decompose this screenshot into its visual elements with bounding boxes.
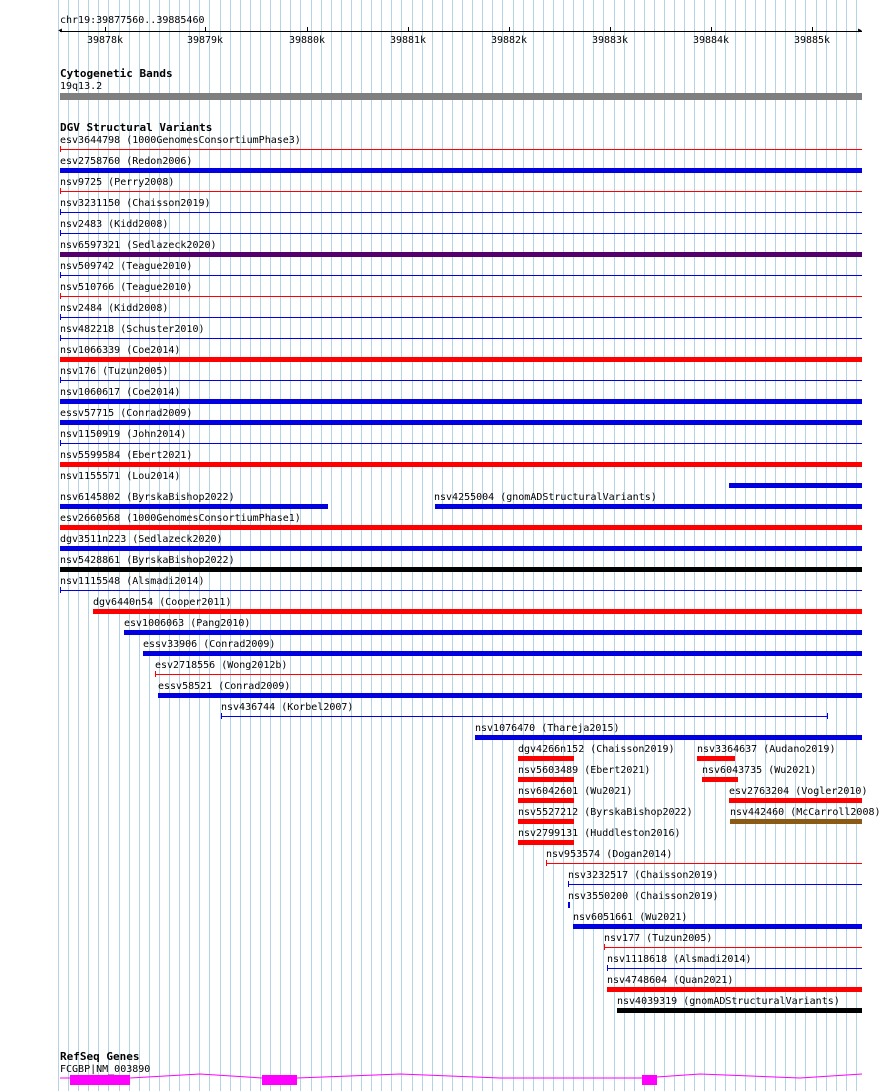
- ruler-tick: [105, 27, 106, 32]
- variant-label[interactable]: nsv2483 (Kidd2008): [60, 219, 169, 230]
- variant-bar[interactable]: [60, 252, 862, 257]
- variant-bar[interactable]: [518, 756, 574, 761]
- variant-bar[interactable]: [518, 840, 574, 845]
- variant-label[interactable]: nsv436744 (Korbel2007): [221, 702, 354, 713]
- variant-label[interactable]: nsv177 (Tuzun2005): [604, 933, 713, 944]
- variant-bar[interactable]: [60, 212, 862, 213]
- variant-bar[interactable]: [60, 357, 862, 362]
- variant-bar[interactable]: [729, 483, 862, 488]
- ruler-right-arrow-icon: ▸: [857, 25, 864, 36]
- variant-bar[interactable]: [518, 819, 574, 824]
- variant-start-tick: [60, 440, 61, 446]
- variant-bar[interactable]: [124, 630, 862, 635]
- variant-bar[interactable]: [143, 651, 862, 656]
- variant-label[interactable]: nsv6145802 (ByrskaBishop2022): [60, 492, 235, 503]
- dgv-track-title: DGV Structural Variants: [60, 121, 213, 134]
- variant-start-tick: [60, 146, 61, 152]
- variant-bar[interactable]: [60, 149, 862, 150]
- variant-label[interactable]: nsv5603489 (Ebert2021): [518, 765, 651, 776]
- cytoband-bar[interactable]: [60, 93, 862, 100]
- variant-bar[interactable]: [60, 191, 862, 192]
- variant-start-tick: [60, 587, 61, 593]
- variant-label[interactable]: nsv953574 (Dogan2014): [546, 849, 673, 860]
- ruler-tick-label: 39878k: [86, 35, 124, 46]
- ruler-tick-label: 39882k: [490, 35, 528, 46]
- ruler-tick: [711, 27, 712, 32]
- variant-label[interactable]: dgv6440n54 (Cooper2011): [93, 597, 232, 608]
- ruler-tick-label: 39884k: [692, 35, 730, 46]
- gene-label: FCGBP|NM_003890: [60, 1064, 151, 1075]
- variant-label[interactable]: essv33906 (Conrad2009): [143, 639, 276, 650]
- variant-bar[interactable]: [60, 317, 862, 318]
- ruler-line: [60, 31, 862, 32]
- variant-start-tick: [60, 377, 61, 383]
- variant-bar[interactable]: [607, 968, 862, 969]
- variant-start-tick: [546, 860, 547, 866]
- variant-label[interactable]: essv57715 (Conrad2009): [60, 408, 193, 419]
- refseq-track-title: RefSeq Genes: [60, 1050, 140, 1063]
- variant-bar[interactable]: [93, 609, 862, 614]
- variant-bar[interactable]: [155, 674, 862, 675]
- variant-bar[interactable]: [607, 987, 862, 992]
- gene-intron-line: [60, 1074, 862, 1078]
- variant-start-tick: [60, 314, 61, 320]
- variant-label[interactable]: nsv1150919 (John2014): [60, 429, 187, 440]
- variant-label[interactable]: nsv6043735 (Wu2021): [702, 765, 817, 776]
- variant-label[interactable]: nsv510766 (Teague2010): [60, 282, 193, 293]
- variant-bar[interactable]: [60, 420, 862, 425]
- variant-bar[interactable]: [60, 380, 862, 381]
- variant-start-tick: [60, 272, 61, 278]
- ruler-tick: [307, 27, 308, 32]
- variant-start-tick: [60, 293, 61, 299]
- variant-bar[interactable]: [221, 716, 827, 717]
- variant-label[interactable]: nsv442460 (McCarroll2008): [730, 807, 881, 818]
- variant-label[interactable]: esv3644798 (1000GenomesConsortiumPhase3): [60, 135, 301, 146]
- variant-bar[interactable]: [604, 947, 862, 948]
- variant-bar[interactable]: [729, 798, 862, 803]
- variant-bar[interactable]: [60, 233, 862, 234]
- gene-exon: [262, 1075, 297, 1085]
- ruler-tick-label: 39881k: [389, 35, 427, 46]
- variant-start-tick: [60, 188, 61, 194]
- variant-start-tick: [155, 671, 156, 677]
- variant-bar[interactable]: [60, 275, 862, 276]
- variant-label[interactable]: nsv1115548 (Alsmadi2014): [60, 576, 205, 587]
- variant-bar[interactable]: [60, 504, 328, 509]
- variant-label[interactable]: nsv3232517 (Chaisson2019): [568, 870, 719, 881]
- variant-label[interactable]: esv2718556 (Wong2012b): [155, 660, 288, 671]
- variant-bar[interactable]: [573, 924, 862, 929]
- variant-label[interactable]: nsv1118618 (Alsmadi2014): [607, 954, 752, 965]
- variant-end-tick: [827, 713, 828, 719]
- variant-bar[interactable]: [702, 777, 738, 782]
- variant-label[interactable]: nsv482218 (Schuster2010): [60, 324, 205, 335]
- variant-start-tick: [221, 713, 222, 719]
- variant-bar[interactable]: [435, 504, 862, 509]
- ruler-left-arrow-icon: ◂: [57, 25, 64, 36]
- variant-label[interactable]: essv58521 (Conrad2009): [158, 681, 291, 692]
- variant-label[interactable]: esv1006063 (Pang2010): [124, 618, 251, 629]
- variant-label[interactable]: nsv2799131 (Huddleston2016): [518, 828, 681, 839]
- variant-bar[interactable]: [730, 819, 862, 824]
- variant-bar[interactable]: [60, 168, 862, 173]
- gene-exon: [642, 1075, 657, 1085]
- variant-label[interactable]: nsv1060617 (Coe2014): [60, 387, 181, 398]
- variant-label[interactable]: nsv176 (Tuzun2005): [60, 366, 169, 377]
- variant-bar[interactable]: [518, 798, 574, 803]
- variant-bar[interactable]: [60, 296, 862, 297]
- variant-label[interactable]: nsv3550200 (Chaisson2019): [568, 891, 719, 902]
- variant-bar[interactable]: [60, 443, 862, 444]
- variant-label[interactable]: nsv3231150 (Chaisson2019): [60, 198, 211, 209]
- variant-bar[interactable]: [60, 567, 862, 572]
- variant-label[interactable]: nsv4255004 (gnomADStructuralVariants): [434, 492, 657, 503]
- variant-bar[interactable]: [60, 338, 862, 339]
- variant-bar[interactable]: [518, 777, 574, 782]
- ruler-tick-label: 39879k: [186, 35, 224, 46]
- variant-bar[interactable]: [568, 884, 862, 885]
- variant-bar[interactable]: [546, 863, 862, 864]
- location-label: chr19:39877560..39885460: [60, 15, 205, 26]
- grid-line: [58, 0, 59, 1091]
- ruler-tick: [408, 27, 409, 32]
- ruler-tick-label: 39883k: [591, 35, 629, 46]
- variant-label[interactable]: nsv3364637 (Audano2019): [697, 744, 836, 755]
- variant-label[interactable]: nsv509742 (Teague2010): [60, 261, 193, 272]
- variant-bar[interactable]: [617, 1008, 862, 1013]
- variant-bar[interactable]: [60, 525, 862, 530]
- ruler-tick: [610, 27, 611, 32]
- variant-start-tick: [607, 965, 608, 971]
- variant-bar[interactable]: [60, 462, 862, 467]
- ruler-tick: [812, 27, 813, 32]
- variant-label[interactable]: esv2660568 (1000GenomesConsortiumPhase1): [60, 513, 301, 524]
- variant-label[interactable]: nsv5599584 (Ebert2021): [60, 450, 193, 461]
- variant-label[interactable]: nsv9725 (Perry2008): [60, 177, 175, 188]
- variant-bar[interactable]: [158, 693, 862, 698]
- variant-label[interactable]: nsv6597321 (Sedlazeck2020): [60, 240, 217, 251]
- variant-label[interactable]: nsv1076470 (Thareja2015): [475, 723, 620, 734]
- variant-bar[interactable]: [60, 399, 862, 404]
- gene-exon: [70, 1075, 130, 1085]
- variant-label[interactable]: nsv5527212 (ByrskaBishop2022): [518, 807, 693, 818]
- cytoband-label: 19q13.2: [60, 81, 103, 92]
- variant-label[interactable]: esv2758760 (Redon2006): [60, 156, 193, 167]
- variant-label[interactable]: nsv6051661 (Wu2021): [573, 912, 688, 923]
- cytoband-track-title: Cytogenetic Bands: [60, 67, 173, 80]
- variant-bar[interactable]: [60, 546, 862, 551]
- variant-label[interactable]: nsv6042601 (Wu2021): [518, 786, 633, 797]
- variant-start-tick: [60, 230, 61, 236]
- variant-bar[interactable]: [568, 902, 570, 908]
- ruler-tick-label: 39880k: [288, 35, 326, 46]
- ruler-tick-label: 39885k: [793, 35, 831, 46]
- variant-start-tick: [604, 944, 605, 950]
- variant-start-tick: [60, 209, 61, 215]
- variant-bar[interactable]: [475, 735, 862, 740]
- variant-label[interactable]: nsv5428861 (ByrskaBishop2022): [60, 555, 235, 566]
- gene-model[interactable]: [0, 1070, 890, 1091]
- variant-label[interactable]: nsv1066339 (Coe2014): [60, 345, 181, 356]
- variant-start-tick: [60, 335, 61, 341]
- variant-label[interactable]: nsv2484 (Kidd2008): [60, 303, 169, 314]
- variant-label[interactable]: dgv4266n152 (Chaisson2019): [518, 744, 675, 755]
- variant-label[interactable]: nsv4748604 (Quan2021): [607, 975, 734, 986]
- ruler-tick: [509, 27, 510, 32]
- variant-bar[interactable]: [697, 756, 735, 761]
- variant-start-tick: [568, 881, 569, 887]
- variant-label[interactable]: esv2763204 (Vogler2010): [729, 786, 868, 797]
- variant-label[interactable]: nsv1155571 (Lou2014): [60, 471, 181, 482]
- variant-bar[interactable]: [60, 590, 862, 591]
- variant-label[interactable]: dgv3511n223 (Sedlazeck2020): [60, 534, 223, 545]
- variant-label[interactable]: nsv4039319 (gnomADStructuralVariants): [617, 996, 840, 1007]
- ruler-tick: [205, 27, 206, 32]
